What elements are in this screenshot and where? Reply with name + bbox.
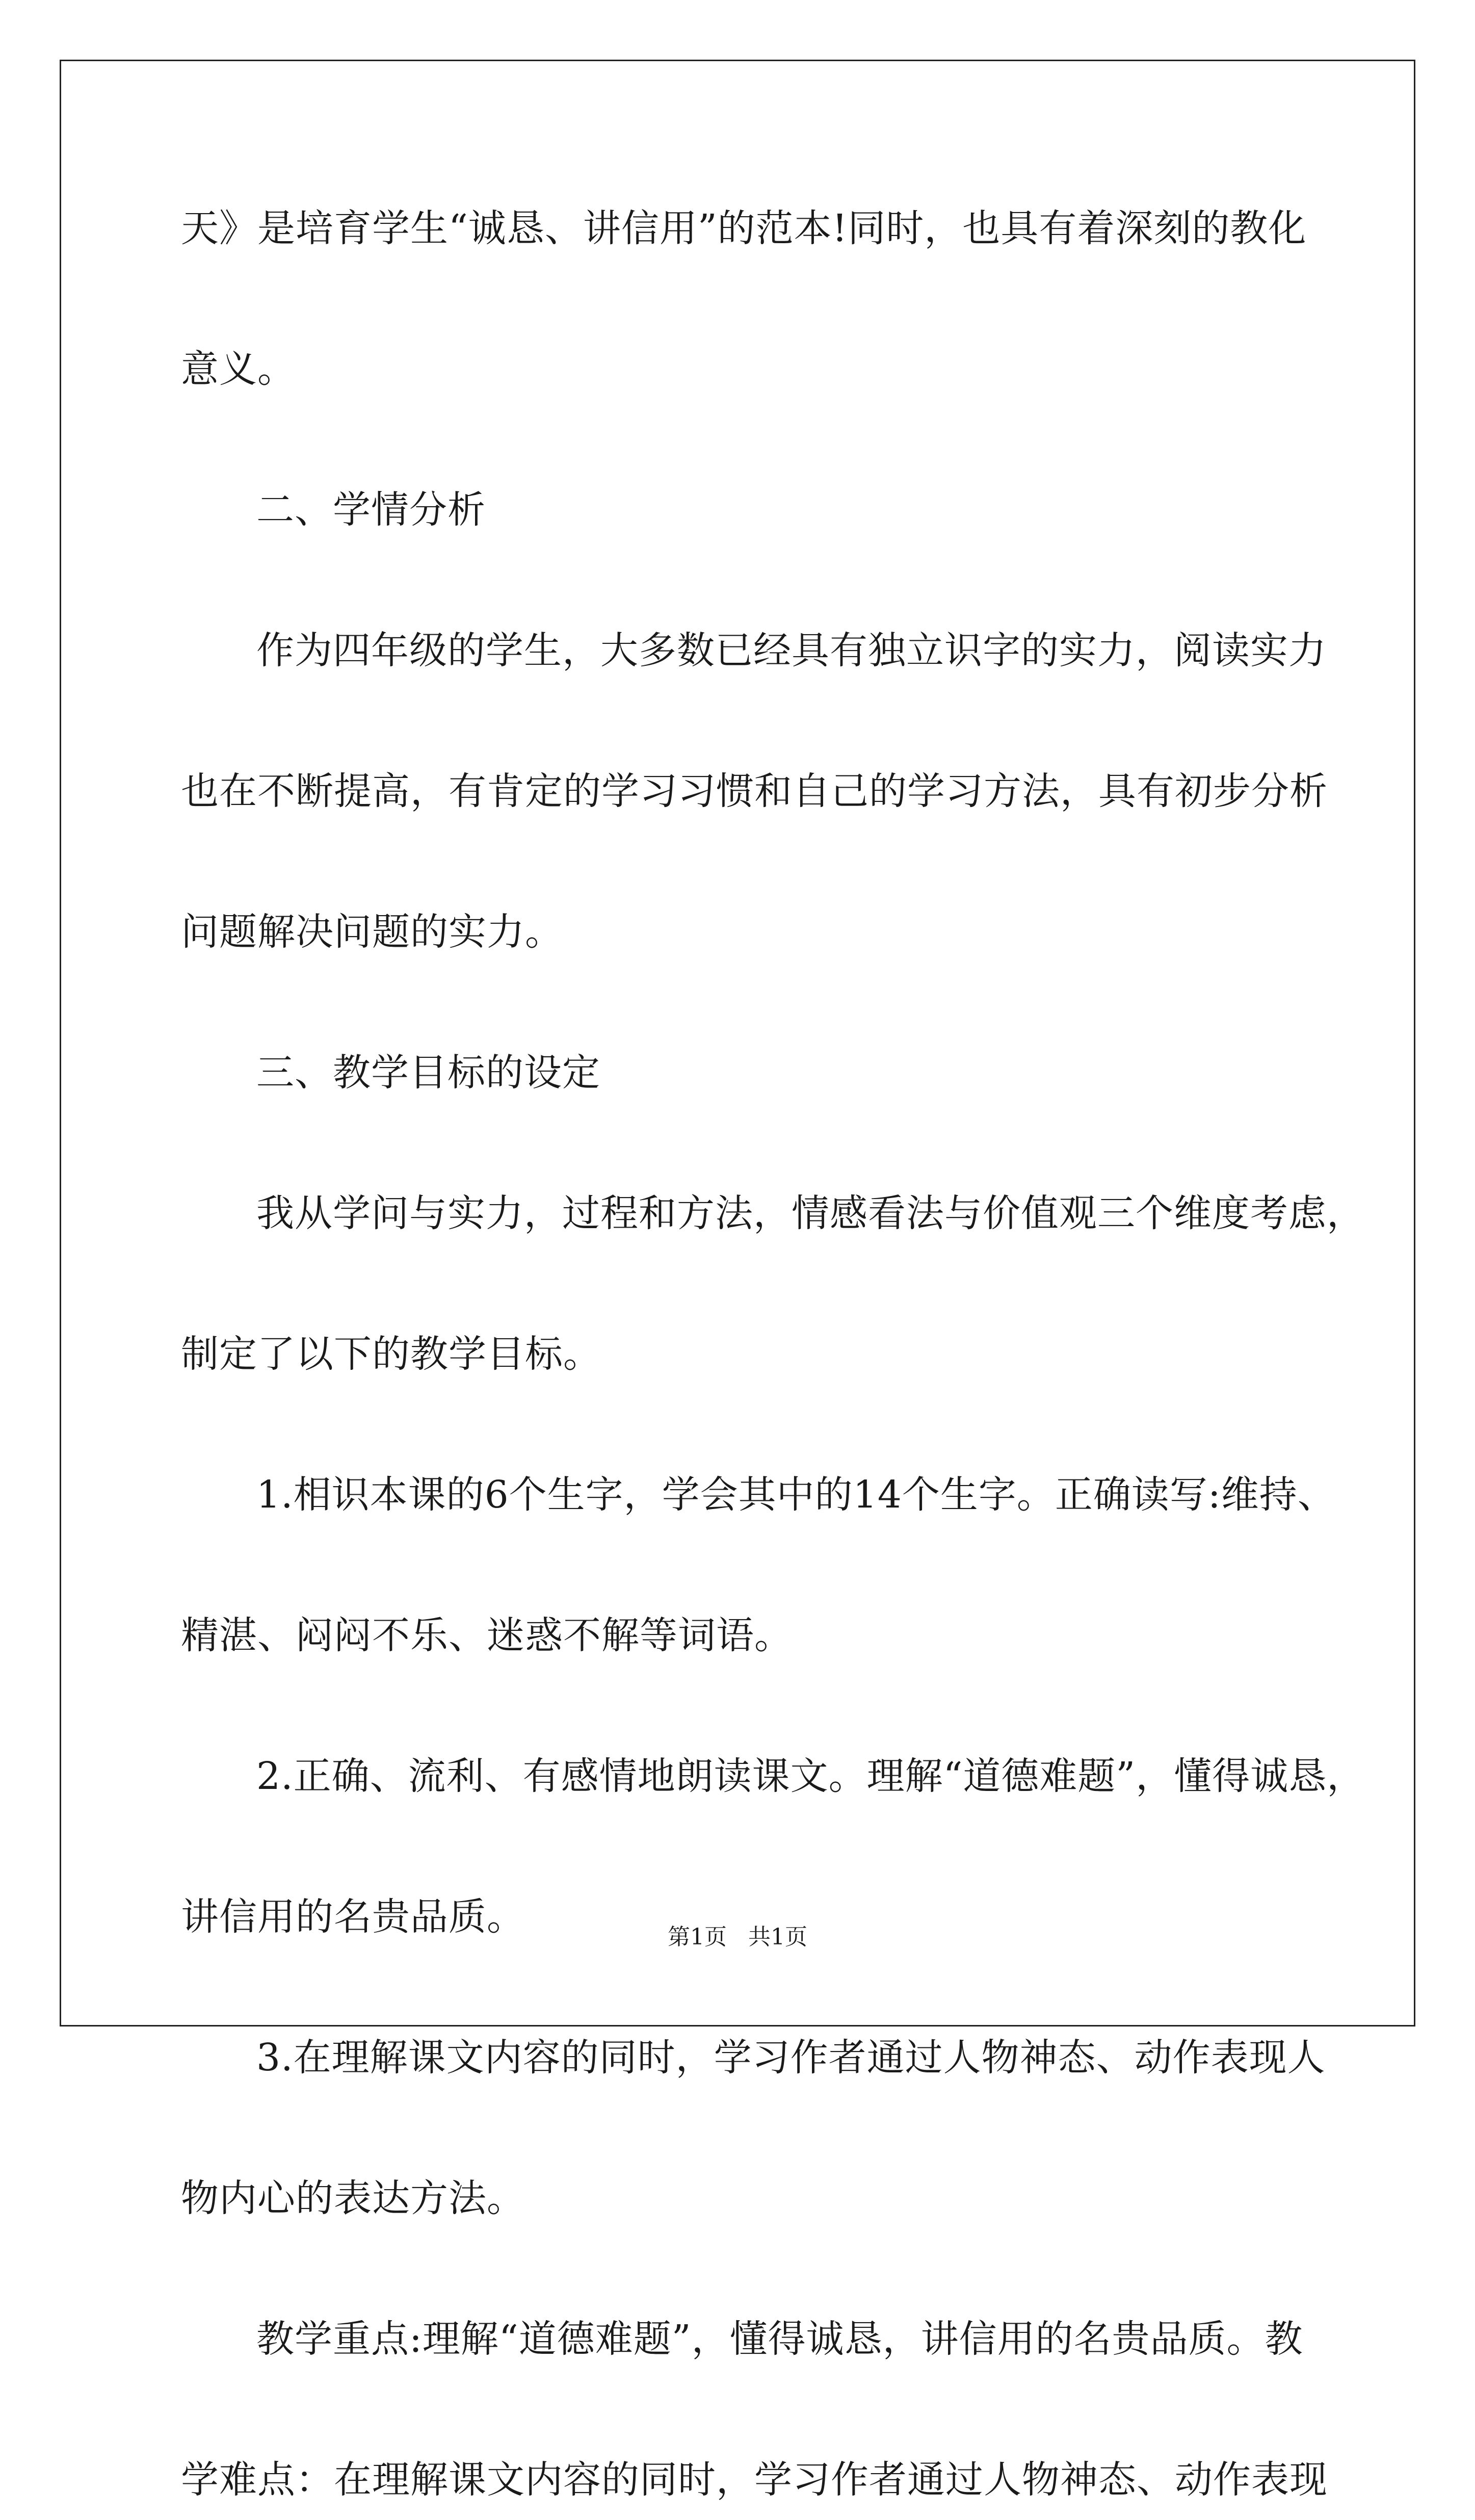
text-line: 问题解决问题的实力。 [181,910,563,954]
section-heading: 三、教学目标的设定 [256,1051,600,1095]
text-line: 物内心的表达方法。 [181,2176,525,2220]
text-line: 精湛、闷闷不乐、迷惑不解等词语。 [181,1614,793,1657]
page-number-footer: 第1页 共1页 [668,1924,807,1950]
text-line: 教学重点:理解“道德难题”，懂得诚恳，讲信用的名贵品质。教 [256,2317,1303,2361]
text-line: 天》是培育学生“诚恳、讲信用”的范本!同时，也具有着深刻的教化 [181,206,1307,250]
section-heading: 二、学情分析 [256,488,486,532]
text-line: 也在不断提高，有肯定的学习习惯和自己的学习方法，具有初步分析 [181,769,1328,813]
text-line: 我从学问与实力，过程和方法，情感看法与价值观三个维度考虑， [256,1191,1365,1235]
document-body [181,189,1365,2520]
list-item: 3.在理解课文内容的同时，学习作者通过人物神态、动作表现人 [256,2036,1326,2080]
list-item: 1.相识本课的6个生字，学会其中的14个生字。正确读写:维持、 [256,1473,1336,1517]
text-line: 制定了以下的教学目标。 [181,1332,601,1376]
text-line: 学难点：在理解课文内容的同时，学习作者通过人物神态、动作表现 [181,2458,1328,2502]
text-line: 讲信用的名贵品质。 [181,1895,525,1939]
list-item: 2.正确、流利、有感情地朗读课文。理解“道德难题”，懂得诚恳， [256,1754,1365,1798]
text-line: 意义。 [181,347,296,391]
text-line: 作为四年级的学生，大多数已经具有独立识字的实力，阅读实力 [256,629,1327,672]
